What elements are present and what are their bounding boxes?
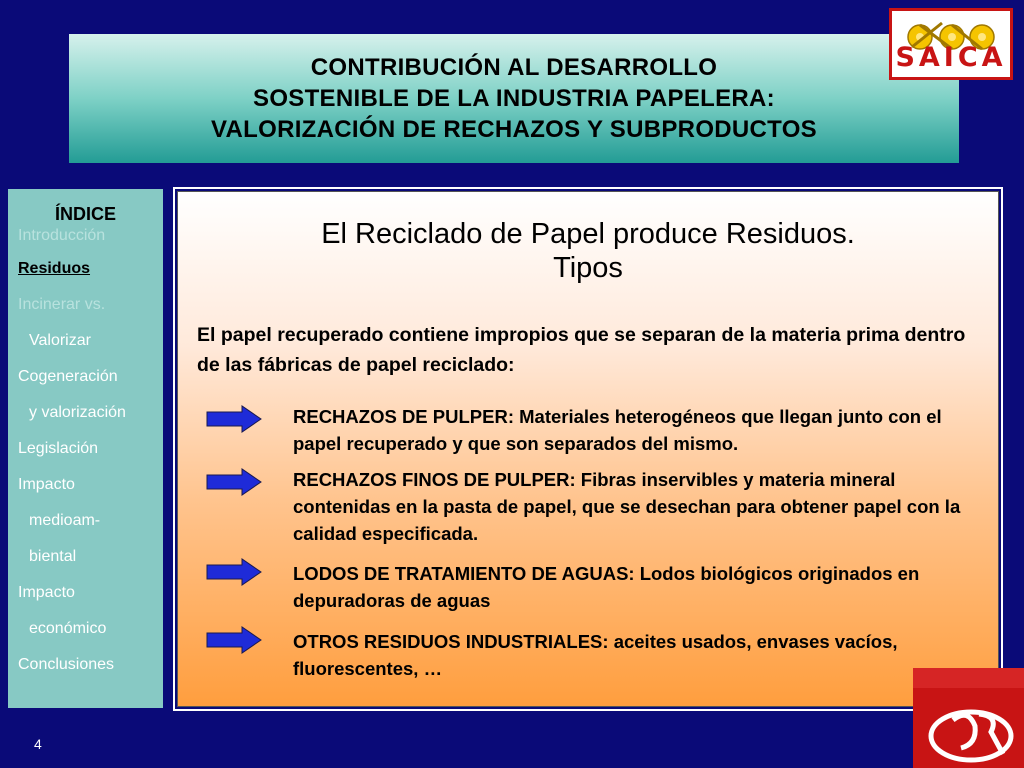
arrow-right-icon — [206, 626, 262, 654]
index-item-impacto-medioambiental[interactable]: Impacto — [18, 476, 75, 493]
index-item-y-valorizacion[interactable]: y valorización — [29, 404, 126, 421]
arrow-right-icon — [206, 558, 262, 586]
content-title — [178, 217, 998, 285]
index-item-incinerar[interactable]: Incinerar vs. — [18, 296, 106, 313]
index-item-biental[interactable]: biental — [29, 548, 77, 565]
index-sidebar — [8, 189, 163, 708]
index-item-economico[interactable]: económico — [29, 620, 107, 637]
content-title-line: Tipos — [553, 252, 623, 284]
index-item-impacto-economico[interactable]: Impacto — [18, 584, 75, 601]
slide-header — [69, 34, 959, 163]
emblem-icon — [913, 668, 1024, 768]
title-line: SOSTENIBLE DE LA INDUSTRIA PAPELERA: — [253, 85, 775, 112]
index-title: ÍNDICE — [54, 204, 116, 224]
page-number: 4 — [34, 736, 42, 752]
residue-item: RECHAZOS FINOS DE PULPER: Fibras inservibles y materia mineral contenidas en la pasta de papel, que se desechan para obtener papel con la calidad especificada. — [293, 469, 961, 544]
content-intro: El papel recuperado contiene impropios que se separan de la materia prima dentro de las fábricas de papel reciclado: — [197, 324, 966, 376]
corner-emblem — [913, 668, 1024, 768]
title-line: CONTRIBUCIÓN AL DESARROLLO — [310, 54, 718, 81]
index-item-conclusiones[interactable]: Conclusiones — [18, 656, 115, 673]
title-line: VALORIZACIÓN DE RECHAZOS Y SUBPRODUCTOS — [211, 116, 817, 143]
content-panel — [173, 187, 1003, 711]
logo-text: SAICA — [895, 42, 1007, 73]
residue-item: RECHAZOS DE PULPER: Materiales heterogéneos que llegan junto con el papel recuperado y que son separados del mismo. — [293, 406, 942, 454]
index-item-valorizar[interactable]: Valorizar — [29, 332, 91, 349]
arrow-right-icon — [206, 405, 262, 433]
residue-item: LODOS DE TRATAMIENTO DE AGUAS: Lodos biológicos originados en depuradoras de aguas — [293, 563, 920, 611]
slide-title — [211, 52, 817, 145]
arrow-right-icon — [206, 468, 262, 496]
index-item-introduccion[interactable]: Introducción — [18, 227, 106, 244]
index-item-cogeneracion[interactable]: Cogeneración — [18, 368, 118, 385]
saica-logo — [889, 8, 1013, 80]
index-item-legislacion[interactable]: Legislación — [18, 440, 99, 457]
index-item-medioam[interactable]: medioam- — [29, 512, 101, 529]
index-item-residuos[interactable]: Residuos — [18, 260, 91, 277]
content-title-line: El Reciclado de Papel produce Residuos. — [321, 218, 855, 250]
residue-item: OTROS RESIDUOS INDUSTRIALES: aceites usados, envases vacíos, fluorescentes, … — [293, 631, 898, 679]
